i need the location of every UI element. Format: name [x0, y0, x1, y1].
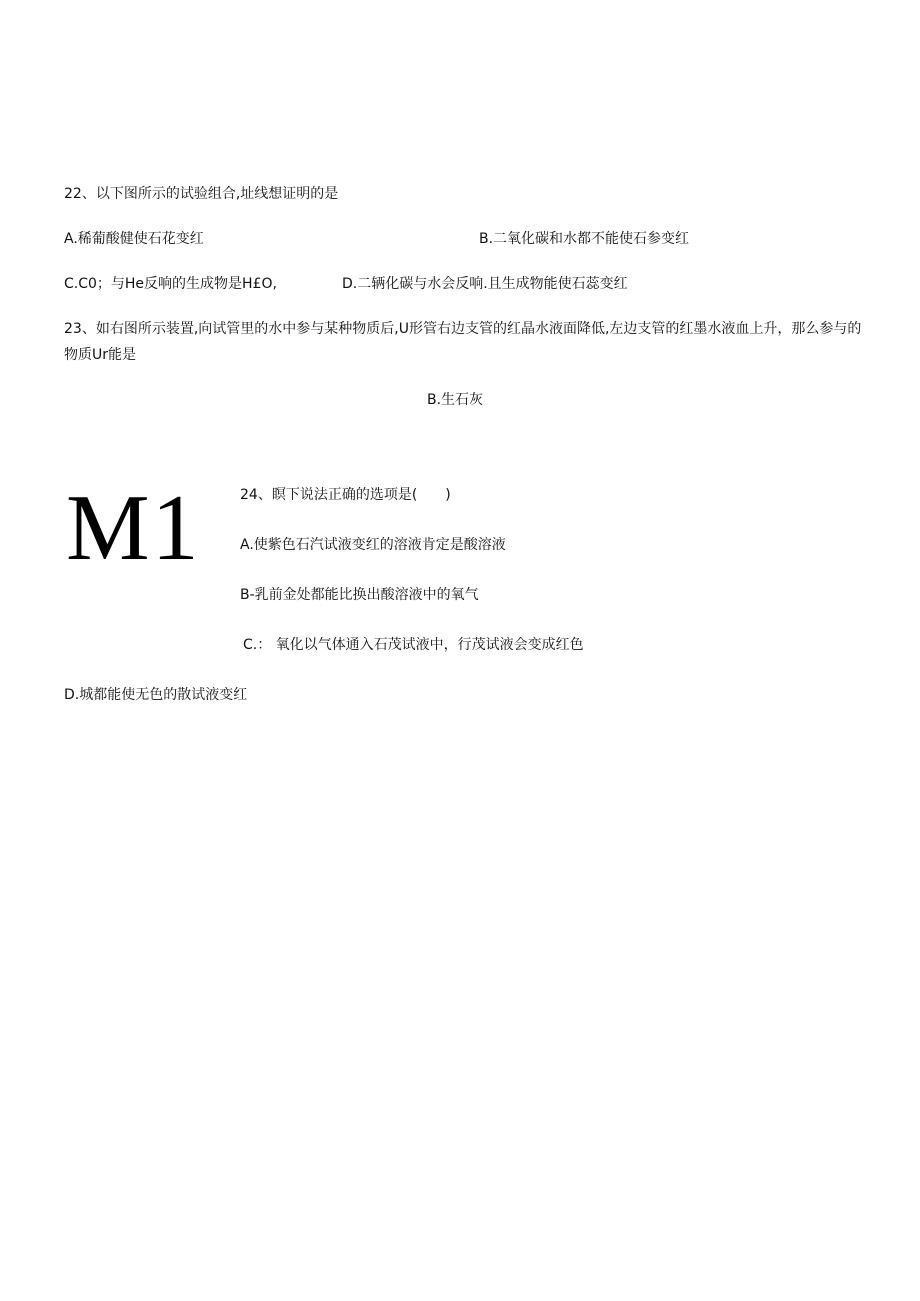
question-24-option-d: D.城都能使无色的散试液变红	[64, 687, 248, 703]
figure-label: M1	[66, 476, 201, 580]
question-24-option-c: C.： 氧化以气体通入石茂试液中，行茂试液会变成红色	[243, 637, 584, 653]
question-23-option-b: B.生石灰	[427, 392, 484, 408]
question-22-option-b: B.二氧化碳和水都不能使石参变红	[479, 231, 690, 247]
question-22-stem: 22、以下图所示的试验组合,址线想证明的是	[64, 186, 339, 202]
question-23-stem: 23、如右图所示装置,向试管里的水中参与某种物质后,U形管右边支管的红晶水液面降低,左边支管的红墨水液血上升，那么参与的物质Ur能是	[64, 321, 862, 363]
question-22-option-d: D.二辆化碳与水会反响.且生成物能使石蕊变红	[342, 276, 628, 292]
question-22-option-a: A.稀葡酸健使石花变红	[64, 231, 204, 247]
question-22-option-c: C.C0；与He反响的生成物是H£O,	[64, 276, 277, 292]
question-24-option-b: B-乳前金处都能比换出酸溶液中的氧气	[240, 587, 479, 603]
question-24-stem: 24、瞑下说法正确的选项是( )	[240, 487, 451, 503]
question-24-option-a: A.使紫色石汽试液变红的溶液肯定是酸溶液	[240, 537, 506, 553]
